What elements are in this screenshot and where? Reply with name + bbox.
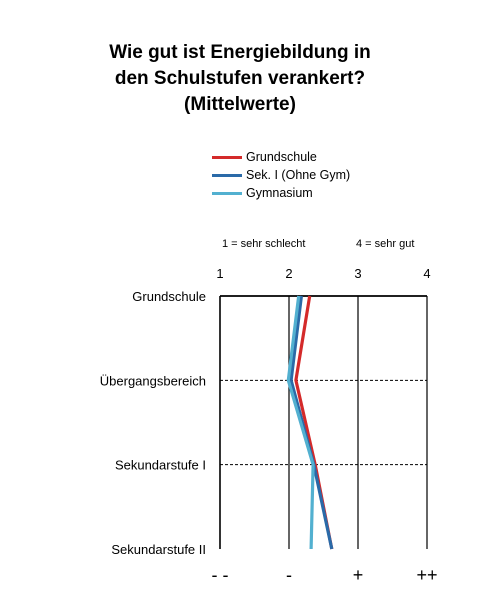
scale-note-left: 1 = sehr schlecht bbox=[222, 238, 306, 250]
category-label: Sekundarstufe I bbox=[114, 457, 206, 473]
x-bottom-label: ++ bbox=[416, 565, 438, 585]
legend-label: Gymnasium bbox=[246, 186, 313, 200]
x-tick-label: 3 bbox=[354, 266, 362, 281]
category-label: Sekundarstufe II bbox=[111, 542, 206, 557]
x-bottom-label: - bbox=[286, 565, 292, 585]
x-tick-label: 4 bbox=[423, 266, 431, 281]
x-bottom-label: + bbox=[352, 565, 364, 585]
category-label: Übergangsbereich bbox=[99, 373, 206, 389]
chart-title-line-1: Wie gut ist Energiebildung in bbox=[109, 42, 371, 63]
chart-title-line-2: den Schulstufen verankert? bbox=[114, 68, 366, 89]
legend-label: Grundschule bbox=[246, 150, 317, 164]
legend-label: Sek. I (Ohne Gym) bbox=[246, 168, 351, 182]
x-tick-label: 2 bbox=[285, 266, 293, 281]
x-tick-label: 1 bbox=[216, 266, 224, 281]
scale-note-right: 4 = sehr gut bbox=[356, 238, 415, 250]
category-label: Grundschule bbox=[132, 289, 206, 304]
series-line bbox=[288, 296, 313, 549]
chart-title-line-3: (Mittelwerte) bbox=[184, 94, 296, 115]
x-bottom-label: - - bbox=[211, 565, 229, 585]
